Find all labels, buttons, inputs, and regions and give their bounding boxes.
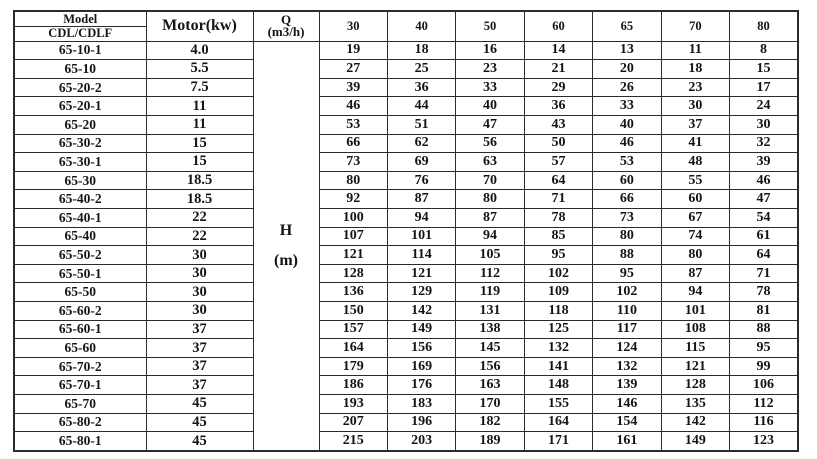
table-row: [14, 115, 798, 134]
cell-head-value: 71: [524, 190, 592, 209]
cell-model: 65-40-1: [14, 208, 146, 227]
cell-head-value: 78: [524, 208, 592, 227]
cell-head-value: 23: [661, 78, 729, 97]
cell-head-value: 30: [730, 115, 798, 134]
cell-head-value: 117: [593, 320, 661, 339]
cell-head-value: 80: [661, 246, 729, 265]
header-model: Model: [14, 11, 146, 26]
cell-head-value: 109: [524, 283, 592, 302]
cell-head-value: 106: [730, 376, 798, 395]
cell-head-value: 74: [661, 227, 729, 246]
cell-head-value: 60: [661, 190, 729, 209]
cell-head-value: 123: [730, 432, 798, 451]
cell-model: 65-20-2: [14, 78, 146, 97]
cell-head-value: 164: [524, 413, 592, 432]
cell-head-value: 64: [730, 246, 798, 265]
cell-head-value: 87: [456, 208, 524, 227]
table-row: [14, 320, 798, 339]
cell-head-value: 25: [387, 60, 455, 79]
cell-model: 65-80-2: [14, 413, 146, 432]
cell-head-value: 107: [319, 227, 387, 246]
cell-head-value: 47: [456, 115, 524, 134]
cell-head-value: 18: [661, 60, 729, 79]
cell-motor-kw: 4.0: [146, 41, 253, 60]
cell-motor-kw: 30: [146, 246, 253, 265]
cell-motor-kw: 18.5: [146, 171, 253, 190]
cell-model: 65-70-1: [14, 376, 146, 395]
cell-head-value: 48: [661, 153, 729, 172]
cell-head-value: 94: [387, 208, 455, 227]
cell-head-value: 132: [524, 339, 592, 358]
cell-head-value: 15: [730, 60, 798, 79]
table-row: [14, 413, 798, 432]
cell-head-value: 66: [593, 190, 661, 209]
cell-head-value: 146: [593, 395, 661, 414]
table-row: [14, 302, 798, 321]
cell-head-value: 66: [319, 134, 387, 153]
cell-head-value: 71: [730, 264, 798, 283]
cell-head-value: 119: [456, 283, 524, 302]
cell-model: 65-50-1: [14, 264, 146, 283]
cell-head-value: 207: [319, 413, 387, 432]
table-row: [14, 190, 798, 209]
cell-head-value: 196: [387, 413, 455, 432]
cell-head-value: 36: [524, 97, 592, 116]
cell-head-value: 108: [661, 320, 729, 339]
cell-head-value: 16: [456, 41, 524, 60]
cell-head-value: 156: [456, 357, 524, 376]
cell-model: 65-60-1: [14, 320, 146, 339]
cell-head-value: 145: [456, 339, 524, 358]
cell-head-value: 112: [456, 264, 524, 283]
cell-head-value: 43: [524, 115, 592, 134]
cell-motor-kw: 22: [146, 208, 253, 227]
cell-motor-kw: 37: [146, 320, 253, 339]
cell-model: 65-60: [14, 339, 146, 358]
cell-head-value: 94: [456, 227, 524, 246]
cell-head-value: 24: [730, 97, 798, 116]
cell-model: 65-30-1: [14, 153, 146, 172]
cell-head-value: 155: [524, 395, 592, 414]
cell-head-value: 101: [387, 227, 455, 246]
cell-head-value: 73: [319, 153, 387, 172]
cell-head-value: 14: [524, 41, 592, 60]
cell-head-value: 118: [524, 302, 592, 321]
table-row: [14, 395, 798, 414]
table-row: [14, 283, 798, 302]
header-flow-65: 65: [593, 11, 661, 41]
cell-motor-kw: 15: [146, 153, 253, 172]
cell-model: 65-70-2: [14, 357, 146, 376]
cell-head-value: 70: [456, 171, 524, 190]
cell-head-value: 51: [387, 115, 455, 134]
cell-head-value: 61: [730, 227, 798, 246]
cell-head-value: 116: [730, 413, 798, 432]
cell-head-value: 53: [593, 153, 661, 172]
cell-head-value: 129: [387, 283, 455, 302]
cell-head-value: 101: [661, 302, 729, 321]
table-body: [14, 41, 798, 451]
header-flow-70: 70: [661, 11, 729, 41]
cell-head-value: 164: [319, 339, 387, 358]
cell-motor-kw: 30: [146, 302, 253, 321]
cell-head-value: 163: [456, 376, 524, 395]
cell-head-value: 95: [524, 246, 592, 265]
cell-head-value: 179: [319, 357, 387, 376]
cell-head-value: 20: [593, 60, 661, 79]
pump-performance-table: [13, 10, 799, 452]
cell-head-value: 40: [456, 97, 524, 116]
cell-head-value: 41: [661, 134, 729, 153]
cell-head-value: 54: [730, 208, 798, 227]
cell-head-value: 114: [387, 246, 455, 265]
cell-head-value: 81: [730, 302, 798, 321]
cell-motor-kw: 37: [146, 357, 253, 376]
cell-head-value: 32: [730, 134, 798, 153]
cell-head-value: 105: [456, 246, 524, 265]
cell-head-value: 95: [730, 339, 798, 358]
cell-head-value: 88: [730, 320, 798, 339]
cell-head-value: 92: [319, 190, 387, 209]
head-unit-symbol: H: [279, 221, 293, 239]
table-row: [14, 171, 798, 190]
cell-model: 65-40-2: [14, 190, 146, 209]
header-model-series: CDL/CDLF: [14, 26, 146, 41]
cell-head-value: 121: [387, 264, 455, 283]
table-row: [14, 134, 798, 153]
table-row: [14, 78, 798, 97]
header-flow-q: [253, 11, 319, 41]
cell-model: 65-10: [14, 60, 146, 79]
cell-head-value: 85: [524, 227, 592, 246]
cell-head-value: 100: [319, 208, 387, 227]
cell-motor-kw: 18.5: [146, 190, 253, 209]
cell-head-value: 138: [456, 320, 524, 339]
cell-motor-kw: 7.5: [146, 78, 253, 97]
cell-head-value: 87: [387, 190, 455, 209]
cell-head-value: 135: [661, 395, 729, 414]
table-row: [14, 41, 798, 60]
head-unit-measure: (m): [274, 251, 298, 269]
cell-head-value: 115: [661, 339, 729, 358]
cell-head-value: 102: [593, 283, 661, 302]
cell-motor-kw: 45: [146, 395, 253, 414]
cell-motor-kw: 15: [146, 134, 253, 153]
cell-head-value: 124: [593, 339, 661, 358]
cell-head-value: 215: [319, 432, 387, 451]
cell-head-value: 46: [593, 134, 661, 153]
cell-head-value: 176: [387, 376, 455, 395]
cell-head-value: 171: [524, 432, 592, 451]
cell-model: 65-40: [14, 227, 146, 246]
table-row: [14, 432, 798, 451]
table-row: [14, 208, 798, 227]
cell-model: 65-30: [14, 171, 146, 190]
cell-head-value: 11: [661, 41, 729, 60]
cell-head-value: 30: [661, 97, 729, 116]
cell-head-value: 193: [319, 395, 387, 414]
cell-head-value: 55: [661, 171, 729, 190]
cell-head-value: 102: [524, 264, 592, 283]
cell-model: 65-70: [14, 395, 146, 414]
cell-motor-kw: 30: [146, 264, 253, 283]
cell-model: 65-30-2: [14, 134, 146, 153]
cell-head-value: 112: [730, 395, 798, 414]
cell-head-value: 87: [661, 264, 729, 283]
header-flow-50: 50: [456, 11, 524, 41]
cell-head-value: 154: [593, 413, 661, 432]
cell-head-value: 80: [593, 227, 661, 246]
cell-head-value: 76: [387, 171, 455, 190]
cell-head-value: 13: [593, 41, 661, 60]
cell-head-value: 80: [319, 171, 387, 190]
cell-head-value: 128: [319, 264, 387, 283]
cell-motor-kw: 37: [146, 376, 253, 395]
cell-head-value: 63: [456, 153, 524, 172]
cell-head-value: 125: [524, 320, 592, 339]
cell-model: 65-50-2: [14, 246, 146, 265]
cell-head-value: 21: [524, 60, 592, 79]
cell-head-value: 26: [593, 78, 661, 97]
cell-head-value: 78: [730, 283, 798, 302]
cell-model: 65-20: [14, 115, 146, 134]
cell-head-value: 17: [730, 78, 798, 97]
table-row: [14, 60, 798, 79]
cell-motor-kw: 11: [146, 97, 253, 116]
cell-head-value: 95: [593, 264, 661, 283]
table-row: [14, 264, 798, 283]
cell-head-value: 36: [387, 78, 455, 97]
cell-head-value: 67: [661, 208, 729, 227]
cell-head-value: 121: [661, 357, 729, 376]
cell-head-value: 131: [456, 302, 524, 321]
cell-head-value: 150: [319, 302, 387, 321]
header-q-symbol: Q: [280, 11, 292, 27]
cell-head-value: 57: [524, 153, 592, 172]
header-flow-60: 60: [524, 11, 592, 41]
cell-head-value: 139: [593, 376, 661, 395]
table-row: [14, 153, 798, 172]
cell-motor-kw: 45: [146, 413, 253, 432]
table-row: [14, 357, 798, 376]
cell-model: 65-20-1: [14, 97, 146, 116]
cell-head-value: 148: [524, 376, 592, 395]
cell-head-value: 203: [387, 432, 455, 451]
table-row: [14, 227, 798, 246]
cell-head-value: 39: [319, 78, 387, 97]
cell-head-value: 142: [387, 302, 455, 321]
cell-motor-kw: 11: [146, 115, 253, 134]
table-row: [14, 339, 798, 358]
cell-head-value: 64: [524, 171, 592, 190]
cell-head-value: 19: [319, 41, 387, 60]
header-flow-80: 80: [730, 11, 798, 41]
table-row: [14, 97, 798, 116]
cell-head-value: 169: [387, 357, 455, 376]
cell-head-value: 44: [387, 97, 455, 116]
table-row: [14, 246, 798, 265]
cell-head-value: 18: [387, 41, 455, 60]
cell-motor-kw: 45: [146, 432, 253, 451]
cell-head-value: 182: [456, 413, 524, 432]
cell-head-value: 170: [456, 395, 524, 414]
cell-head-value: 121: [319, 246, 387, 265]
cell-head-value: 142: [661, 413, 729, 432]
table-header: [14, 11, 798, 41]
cell-head-value: 53: [319, 115, 387, 134]
cell-head-value: 23: [456, 60, 524, 79]
cell-head-value: 40: [593, 115, 661, 134]
header-flow-40: 40: [387, 11, 455, 41]
cell-head-value: 80: [456, 190, 524, 209]
header-motor-kw: Motor(kw): [146, 11, 253, 41]
cell-model: 65-80-1: [14, 432, 146, 451]
cell-head-value: 8: [730, 41, 798, 60]
cell-head-value: 50: [524, 134, 592, 153]
cell-head-value: 33: [593, 97, 661, 116]
cell-head-value: 157: [319, 320, 387, 339]
cell-head-value: 156: [387, 339, 455, 358]
cell-motor-kw: 30: [146, 283, 253, 302]
cell-head-value: 46: [319, 97, 387, 116]
cell-model: 65-50: [14, 283, 146, 302]
cell-head-value: 141: [524, 357, 592, 376]
header-q-unit: (m3/h): [267, 24, 305, 40]
cell-head-value: 128: [661, 376, 729, 395]
cell-head-value: 46: [730, 171, 798, 190]
cell-head-value: 62: [387, 134, 455, 153]
cell-motor-kw: 22: [146, 227, 253, 246]
cell-head-value: 73: [593, 208, 661, 227]
cell-head-value: 60: [593, 171, 661, 190]
head-unit-cell: [253, 41, 319, 451]
cell-head-value: 33: [456, 78, 524, 97]
cell-head-value: 37: [661, 115, 729, 134]
cell-model: 65-60-2: [14, 302, 146, 321]
header-flow-30: 30: [319, 11, 387, 41]
cell-head-value: 94: [661, 283, 729, 302]
cell-head-value: 39: [730, 153, 798, 172]
cell-head-value: 149: [387, 320, 455, 339]
cell-head-value: 132: [593, 357, 661, 376]
cell-head-value: 110: [593, 302, 661, 321]
cell-head-value: 189: [456, 432, 524, 451]
cell-head-value: 29: [524, 78, 592, 97]
cell-head-value: 186: [319, 376, 387, 395]
cell-head-value: 136: [319, 283, 387, 302]
cell-motor-kw: 5.5: [146, 60, 253, 79]
cell-head-value: 149: [661, 432, 729, 451]
cell-model: 65-10-1: [14, 41, 146, 60]
cell-head-value: 99: [730, 357, 798, 376]
cell-head-value: 88: [593, 246, 661, 265]
header-row-1: [14, 11, 798, 26]
cell-head-value: 69: [387, 153, 455, 172]
cell-head-value: 56: [456, 134, 524, 153]
cell-head-value: 27: [319, 60, 387, 79]
table-row: [14, 376, 798, 395]
cell-head-value: 161: [593, 432, 661, 451]
cell-head-value: 47: [730, 190, 798, 209]
cell-head-value: 183: [387, 395, 455, 414]
cell-motor-kw: 37: [146, 339, 253, 358]
